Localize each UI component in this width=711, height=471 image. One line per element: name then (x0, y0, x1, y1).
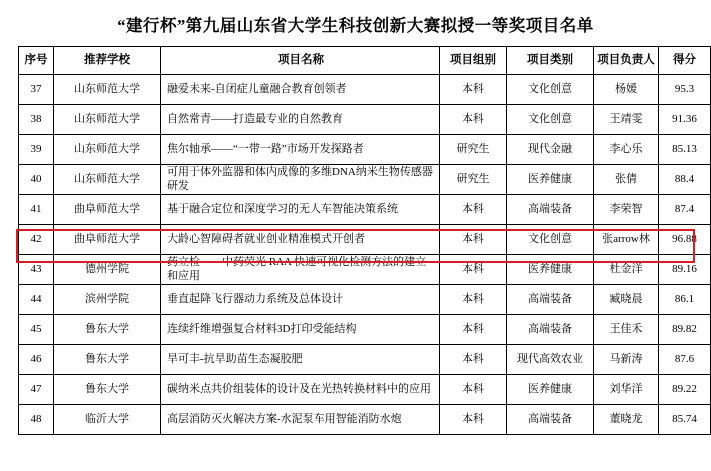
cell-category: 本科 (440, 375, 507, 405)
column-header-index: 序号 (19, 47, 54, 75)
cell-index: 46 (19, 345, 54, 375)
cell-category: 研究生 (440, 135, 507, 165)
cell-leader: 杨媛 (594, 75, 659, 105)
cell-index: 38 (19, 105, 54, 135)
table-row (19, 225, 711, 255)
cell-type: 医养健康 (507, 165, 594, 195)
table-body (19, 75, 711, 435)
cell-project: 大龄心智障碍者就业创业精准模式开创者 (161, 225, 440, 255)
cell-leader: 马新涛 (594, 345, 659, 375)
cell-leader: 李心乐 (594, 135, 659, 165)
cell-leader: 刘华洋 (594, 375, 659, 405)
cell-category: 本科 (440, 285, 507, 315)
table-row (19, 345, 711, 375)
cell-leader: 王佳禾 (594, 315, 659, 345)
cell-type: 文化创意 (507, 225, 594, 255)
cell-type: 高端装备 (507, 405, 594, 435)
cell-category: 本科 (440, 225, 507, 255)
cell-school: 鲁东大学 (54, 315, 161, 345)
cell-score: 89.16 (659, 255, 711, 285)
cell-project: 旱可丰-抗旱助苗生态凝胶肥 (161, 345, 440, 375)
cell-school: 临沂大学 (54, 405, 161, 435)
cell-school: 德州学院 (54, 255, 161, 285)
cell-category: 研究生 (440, 165, 507, 195)
table-row (19, 255, 711, 285)
cell-score: 89.22 (659, 375, 711, 405)
cell-type: 文化创意 (507, 105, 594, 135)
cell-index: 48 (19, 405, 54, 435)
column-header-type: 项目类别 (507, 47, 594, 75)
cell-category: 本科 (440, 315, 507, 345)
column-header-project: 项目名称 (161, 47, 440, 75)
table-row (19, 75, 711, 105)
table-row (19, 165, 711, 195)
cell-score: 87.6 (659, 345, 711, 375)
cell-category: 本科 (440, 195, 507, 225)
cell-category: 本科 (440, 345, 507, 375)
cell-category: 本科 (440, 405, 507, 435)
cell-type: 现代高效农业 (507, 345, 594, 375)
page-title: “建行杯”第九届山东省大学生科技创新大赛拟授一等奖项目名单 (117, 16, 594, 35)
cell-score: 89.82 (659, 315, 711, 345)
table-row (19, 285, 711, 315)
cell-type: 医养健康 (507, 255, 594, 285)
cell-type: 医养健康 (507, 375, 594, 405)
cell-score: 96.88 (659, 225, 711, 255)
cell-index: 41 (19, 195, 54, 225)
cell-type: 高端装备 (507, 285, 594, 315)
table-row (19, 315, 711, 345)
table-row (19, 105, 711, 135)
column-header-school: 推荐学校 (54, 47, 161, 75)
table-header (19, 47, 711, 75)
cell-score: 86.1 (659, 285, 711, 315)
cell-school: 滨州学院 (54, 285, 161, 315)
cell-school: 山东师范大学 (54, 75, 161, 105)
cell-category: 本科 (440, 105, 507, 135)
cell-school: 山东师范大学 (54, 135, 161, 165)
cell-index: 45 (19, 315, 54, 345)
cell-score: 85.74 (659, 405, 711, 435)
cell-project: 连续纤维增强复合材料3D打印受能结构 (161, 315, 440, 345)
cell-leader: 张arrow林 (594, 225, 659, 255)
cell-type: 现代金融 (507, 135, 594, 165)
cell-index: 47 (19, 375, 54, 405)
table-row (19, 405, 711, 435)
cell-score: 85.13 (659, 135, 711, 165)
cell-index: 37 (19, 75, 54, 105)
cell-score: 91.36 (659, 105, 711, 135)
cell-school: 山东师范大学 (54, 105, 161, 135)
cell-leader: 董晓龙 (594, 405, 659, 435)
cell-project: 垂直起降飞行器动力系统及总体设计 (161, 285, 440, 315)
cell-index: 40 (19, 165, 54, 195)
cell-project: 药立检——中药荧光 RAA 快速可视化检测方法的建立和应用 (161, 255, 440, 285)
cell-leader: 臧晓晨 (594, 285, 659, 315)
cell-type: 文化创意 (507, 75, 594, 105)
cell-project: 可用于体外监器和体内成像的多维DNA纳米生物传感器研发 (161, 165, 440, 195)
cell-school: 山东师范大学 (54, 165, 161, 195)
column-header-leader: 项目负责人 (594, 47, 659, 75)
cell-type: 高端装备 (507, 195, 594, 225)
cell-index: 44 (19, 285, 54, 315)
cell-index: 39 (19, 135, 54, 165)
cell-index: 43 (19, 255, 54, 285)
cell-index: 42 (19, 225, 54, 255)
award-list-table (18, 46, 711, 435)
cell-category: 本科 (440, 75, 507, 105)
cell-score: 88.4 (659, 165, 711, 195)
cell-leader: 杜金洋 (594, 255, 659, 285)
cell-project: 基于融合定位和深度学习的无人车智能决策系统 (161, 195, 440, 225)
table-row (19, 375, 711, 405)
cell-project: 高层消防灭火解决方案-水泥泵车用智能消防水炮 (161, 405, 440, 435)
cell-score: 87.4 (659, 195, 711, 225)
column-header-category: 项目组别 (440, 47, 507, 75)
cell-school: 曲阜师范大学 (54, 195, 161, 225)
cell-school: 鲁东大学 (54, 345, 161, 375)
cell-project: 焦尔轴承——“一带一路”市场开发探路者 (161, 135, 440, 165)
cell-project: 自然常青——打造最专业的自然教育 (161, 105, 440, 135)
cell-type: 高端装备 (507, 315, 594, 345)
cell-score: 95.3 (659, 75, 711, 105)
table-header-row (19, 47, 711, 75)
cell-leader: 王靖雯 (594, 105, 659, 135)
cell-leader: 张倩 (594, 165, 659, 195)
column-header-score: 得分 (659, 47, 711, 75)
cell-leader: 李荣智 (594, 195, 659, 225)
cell-school: 曲阜师范大学 (54, 225, 161, 255)
cell-category: 本科 (440, 255, 507, 285)
cell-project: 碳纳米点共价组装体的设计及在光热转换材料中的应用 (161, 375, 440, 405)
cell-project: 融爱未来-自闭症儿童融合教育创领者 (161, 75, 440, 105)
table-row (19, 195, 711, 225)
table-row (19, 135, 711, 165)
cell-school: 鲁东大学 (54, 375, 161, 405)
